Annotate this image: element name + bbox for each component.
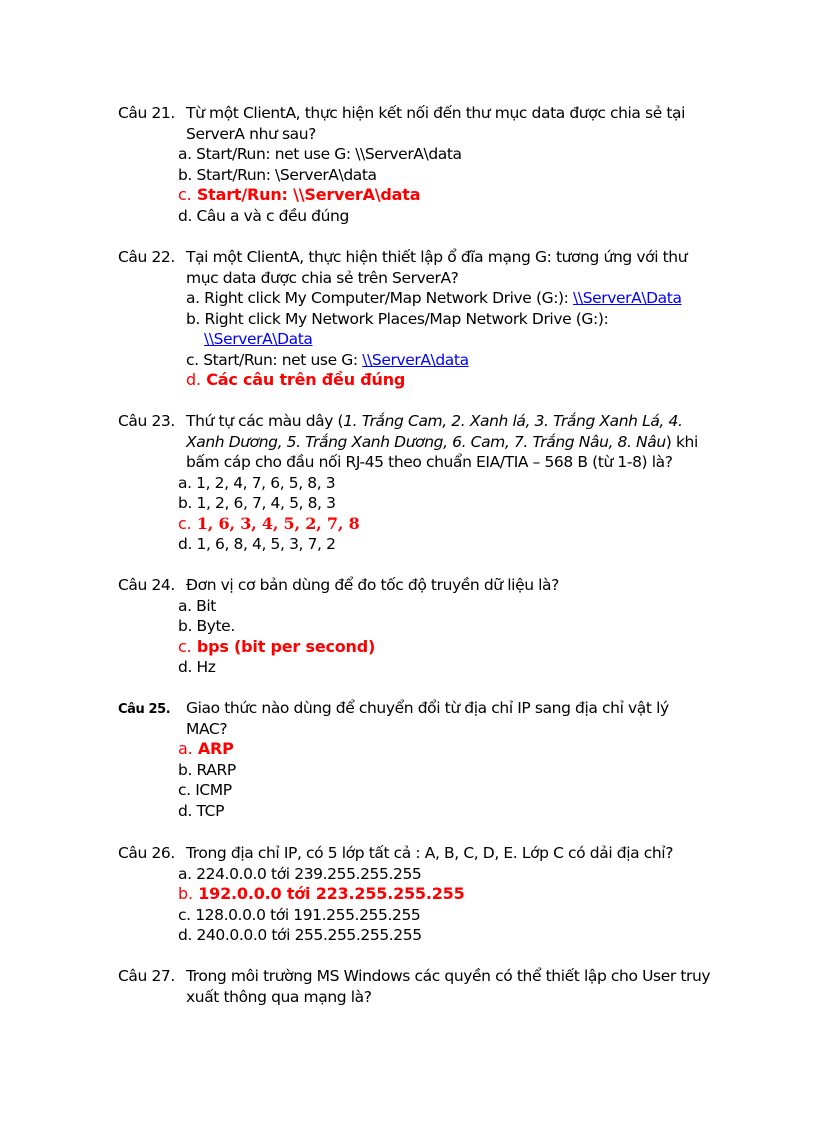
stem-line: xuất thông qua mạng là? [186,987,372,1006]
question-22 [118,247,718,391]
option-d: d. TCP [178,801,225,820]
question-number: Câu 21. [118,104,175,122]
option-a: a. Right click My Computer/Map Network Drive (G:): \\ServerA\Data [186,289,682,307]
options-list [178,596,718,678]
stem-line: MAC? [186,719,228,738]
options-list [178,144,718,226]
question-number: Câu 24. [118,576,175,594]
question-23 [118,411,718,555]
option-d: d. Hz [178,658,216,676]
options-list [178,739,718,821]
options-list [178,864,718,946]
question-number: Câu 22. [118,248,175,266]
question-number: Câu 26. [118,844,175,862]
option-b: b. RARP [178,760,236,779]
question-stem [186,843,718,864]
option-c: c. Start/Run: net use G: \\ServerA\data [186,350,469,369]
question-26 [118,843,718,946]
option-b: b. 1, 2, 6, 7, 4, 5, 8, 3 [178,494,336,512]
stem-line: Từ một ClientA, thực hiện kết nối đến thư mục data được chia sẻ tại [186,104,686,122]
option-a-correct: a. ARP [178,739,234,758]
question-25 [118,698,718,821]
question-number: Câu 27. [118,967,175,985]
question-number: Câu 23. [118,412,175,430]
option-d: d. 240.0.0.0 tới 255.255.255.255 [178,926,422,944]
link-serverA-data[interactable]: \\ServerA\Data [573,289,682,307]
option-a: a. Start/Run: net use G: \\ServerA\data [178,145,462,163]
stem-line: Trong địa chỉ IP, có 5 lớp tất cả : A, B, C, D, E. Lớp C có dải địa chỉ? [186,844,674,862]
option-d: d. 1, 6, 8, 4, 5, 3, 7, 2 [178,535,336,553]
option-c-correct: c. bps (bit per second) [178,636,376,656]
stem-line: ServerA như sau? [186,124,316,143]
stem-line: bấm cáp cho đầu nối RJ-45 theo chuẩn EIA/TIA – 568 B (từ 1-8) là? [186,453,673,471]
stem-line: mục data được chia sẻ trên ServerA? [186,268,459,287]
link-serverA-data[interactable]: \\ServerA\Data [204,330,313,348]
question-21 [118,103,718,226]
options-list [186,288,718,391]
option-c: c. ICMP [178,781,232,799]
stem-line: Tại một ClientA, thực hiện thiết lập ổ đĩa mạng G: tương ứng với thư [186,248,688,266]
question-stem: Thứ tự các màu dây (1. Trắng Cam, 2. Xanh lá, 3. Trắng Xanh Lá, 4. Xanh Dương, 5. Trắng Xanh Dương, 6. Cam, 7. Trắng Nâu, 8. Nâu) khi bấm cáp cho đầu nối RJ-45 theo chuẩn EIA/TIA – 568 B (từ 1-8) là? [186,412,698,471]
stem-line: Giao thức nào dùng để chuyển đổi từ địa chỉ IP sang địa chỉ vật lý [186,699,669,717]
option-b: b. Start/Run: \ServerA\data [178,165,377,184]
option-a: a. Bit [178,596,216,615]
link-serverA-data[interactable]: \\ServerA\data [362,350,469,369]
option-a: a. 1, 2, 4, 7, 6, 5, 8, 3 [178,473,336,492]
options-list [178,473,718,555]
question-stem [186,103,718,144]
question-stem [186,247,718,288]
question-24 [118,575,718,678]
option-c-correct: c. Start/Run: \\ServerA\data [178,185,421,204]
stem-line: Đơn vị cơ bản dùng để đo tốc độ truyền dữ liệu là? [186,576,559,594]
option-c-correct: c. 1, 6, 3, 4, 5, 2, 7, 8 [178,513,360,533]
option-c: c. 128.0.0.0 tới 191.255.255.255 [178,905,421,924]
stem-line: Trong môi trường MS Windows các quyền có thể thiết lập cho User truy [186,967,711,985]
option-b-correct: b. 192.0.0.0 tới 223.255.255.255 [178,884,465,903]
option-d: d. Câu a và c đều đúng [178,206,349,225]
question-stem [186,698,718,739]
question-number: Câu 25. [118,702,171,717]
question-stem [186,966,718,1007]
option-b: b. Right click My Network Places/Map Network Drive (G:): \\ServerA\Data [186,309,609,348]
question-27 [118,966,718,1007]
question-stem [186,575,718,596]
option-b: b. Byte. [178,617,235,635]
option-a: a. 224.0.0.0 tới 239.255.255.255 [178,864,422,883]
option-d-correct: d. Các câu trên đều đúng [186,370,406,389]
